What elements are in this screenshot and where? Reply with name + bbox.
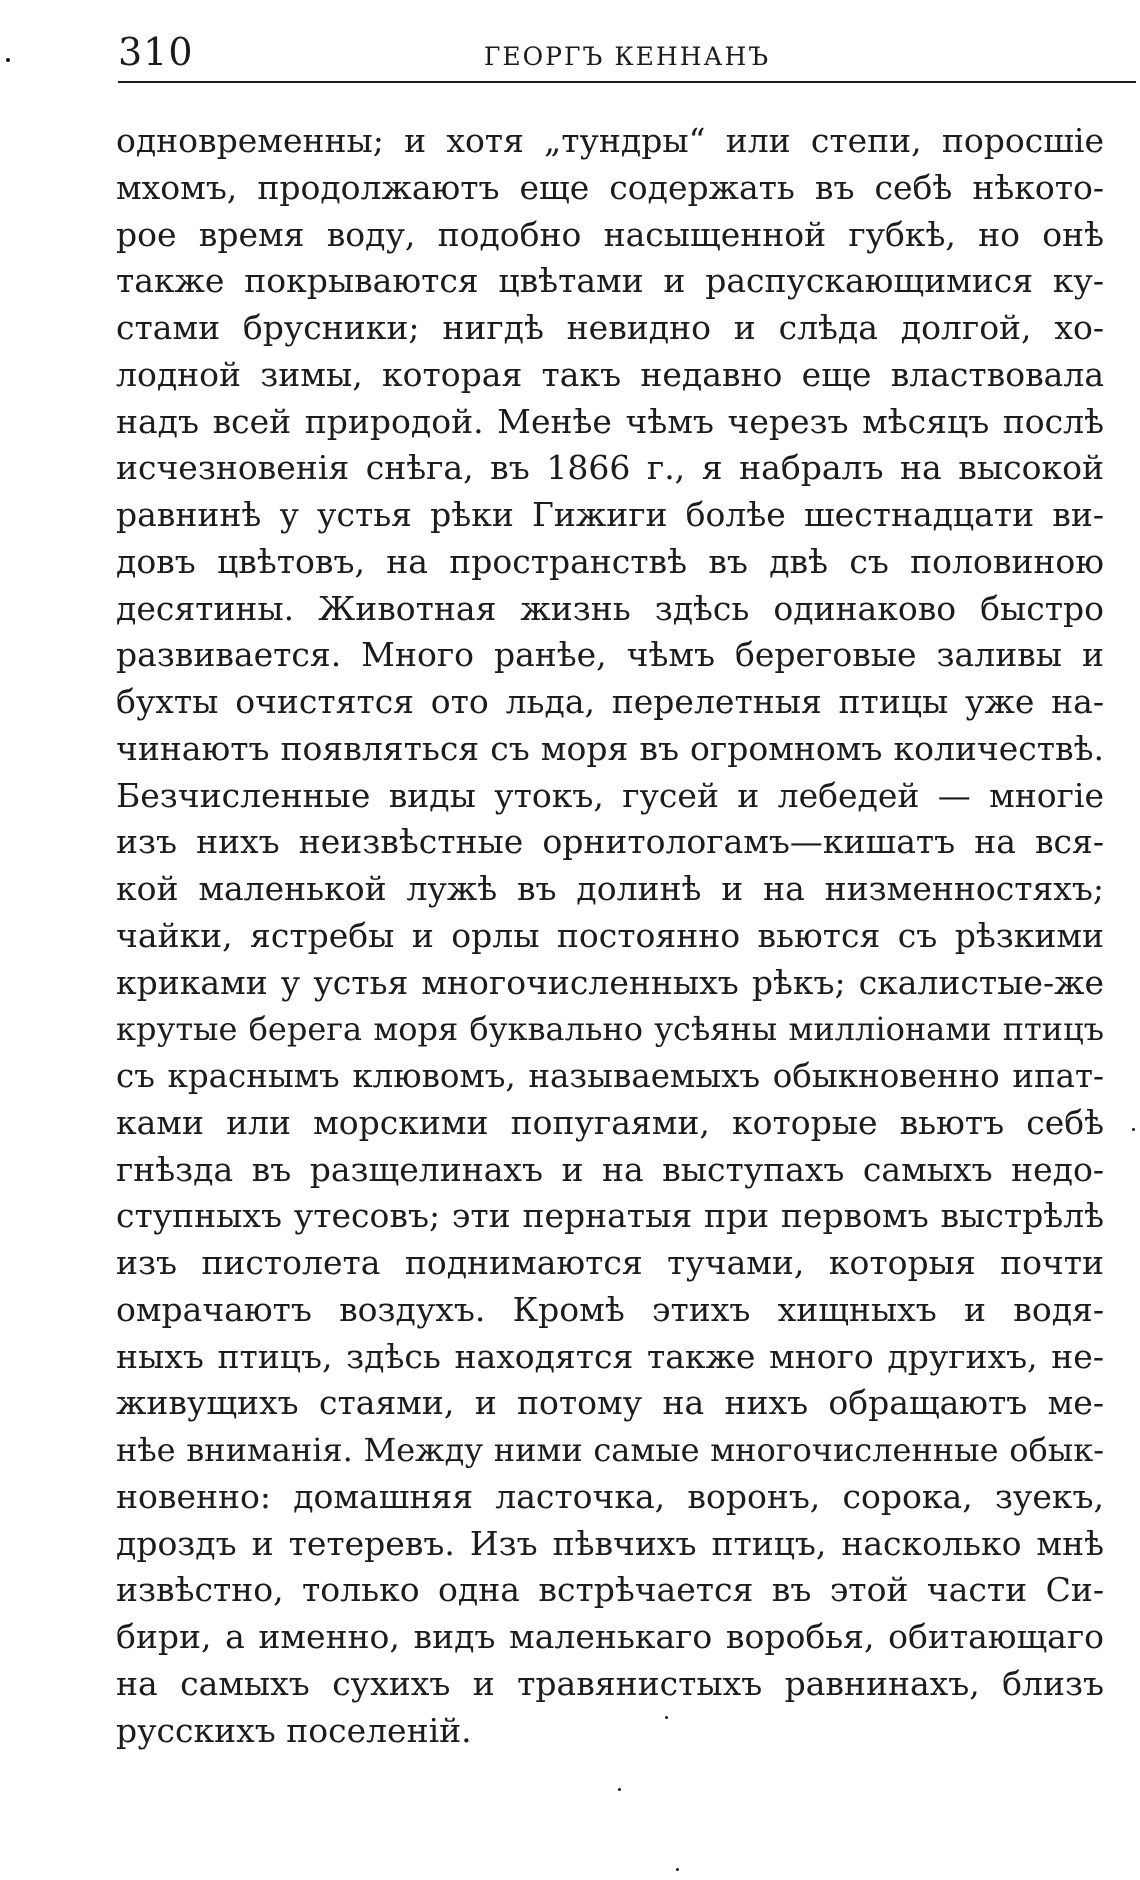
text-line: ныхъ птицъ, здѣсь находятся также много другихъ, не- xyxy=(116,1336,1104,1376)
text-line: также покрываются цвѣтами и распускающимися ку- xyxy=(116,261,1104,301)
text-line: изъ нихъ неизвѣстные орнитологамъ—кишатъ на вся- xyxy=(116,822,1104,862)
text-line: извѣстно, только одна встрѣчается въ этой части Си- xyxy=(116,1570,1104,1610)
text-line: криками у устья многочисленныхъ рѣкъ; скалистые-же xyxy=(116,962,1104,1002)
text-line: развивается. Много ранѣе, чѣмъ береговые заливы и xyxy=(116,635,1104,675)
text-line: бири, а именно, видъ маленькаго воробья, обитающаго xyxy=(116,1617,1104,1656)
text-line: рое время воду, подобно насыщенной губкѣ, но онѣ xyxy=(116,214,1104,254)
scan-speck xyxy=(665,1716,668,1719)
text-line: Безчисленные виды утокъ, гусей и лебедей — многіе xyxy=(116,775,1104,815)
text-line: гнѣзда въ разщелинахъ и на выступахъ самыхъ недо- xyxy=(116,1149,1104,1189)
page-header xyxy=(118,26,1136,86)
text-line: одновременны; и хотя „тундры“ или степи, поросшіе xyxy=(116,121,1104,160)
text-line: дроздъ и тетеревъ. Изъ пѣвчихъ птицъ, насколько мнѣ xyxy=(116,1523,1104,1563)
scan-speck xyxy=(1132,1128,1135,1131)
text-line-last: русскихъ поселеній. xyxy=(116,1710,472,1750)
page-number: 310 xyxy=(118,30,194,74)
text-line: ками или морскими попугаями, которые вьютъ себѣ xyxy=(116,1102,1104,1142)
text-line: чайки, ястребы и орлы постоянно вьются съ рѣзкими xyxy=(116,915,1104,955)
scan-speck xyxy=(618,1788,621,1791)
text-line: съ краснымъ клювомъ, называемыхъ обыкновенно ипат- xyxy=(116,1057,1104,1095)
scan-speck xyxy=(676,1868,679,1871)
text-line: мхомъ, продолжаютъ еще содержать въ себѣ нѣкото- xyxy=(116,167,1104,207)
text-line: бухты очистятся ото льда, перелетныя птицы уже на- xyxy=(116,682,1104,721)
text-line: чинаютъ появляться съ моря въ огромномъ количествѣ. xyxy=(116,728,1104,768)
text-line: исчезновенія снѣга, въ 1866 г., я набралъ на высокой xyxy=(116,448,1104,488)
text-line: нѣе вниманія. Между ними самые многочисленные обык- xyxy=(116,1431,1104,1469)
scan-speck xyxy=(6,58,10,62)
text-line: стами брусники; нигдѣ невидно и слѣда долгой, хо- xyxy=(116,308,1104,347)
header-rule xyxy=(118,81,1136,83)
text-line: надъ всей природой. Менѣе чѣмъ черезъ мѣсяцъ послѣ xyxy=(116,401,1104,441)
text-line: ступныхъ утесовъ; эти пернатыя при первомъ выстрѣлѣ xyxy=(116,1196,1104,1236)
text-line: крутые берега моря буквально усѣяны милліонами птицъ xyxy=(116,1010,1104,1049)
text-line: кой маленькой лужѣ въ долинѣ и на низменностяхъ; xyxy=(116,869,1104,908)
text-line: лодной зимы, которая такъ недавно еще властвовала xyxy=(116,354,1104,394)
running-head: ГЕОРГЪ КЕННАНЪ xyxy=(483,42,771,71)
body-text xyxy=(116,118,1104,1754)
text-line: новенно: домашняя ласточка, воронъ, сорока, зуекъ, xyxy=(116,1476,1104,1516)
text-line: на самыхъ сухихъ и травянистыхъ равнинахъ, близъ xyxy=(116,1663,1104,1703)
text-line: изъ пистолета поднимаются тучами, которыя почти xyxy=(116,1243,1104,1282)
text-line: довъ цвѣтовъ, на пространствѣ въ двѣ съ половиною xyxy=(116,541,1104,581)
text-line: омрачаютъ воздухъ. Кромѣ этихъ хищныхъ и водя- xyxy=(116,1289,1104,1329)
text-line: равнинѣ у устья рѣки Гижиги болѣе шестнадцати ви- xyxy=(116,495,1104,534)
text-line: живущихъ стаями, и потому на нихъ обращаютъ ме- xyxy=(116,1383,1104,1423)
text-line: десятины. Животная жизнь здѣсь одинаково быстро xyxy=(116,588,1104,628)
